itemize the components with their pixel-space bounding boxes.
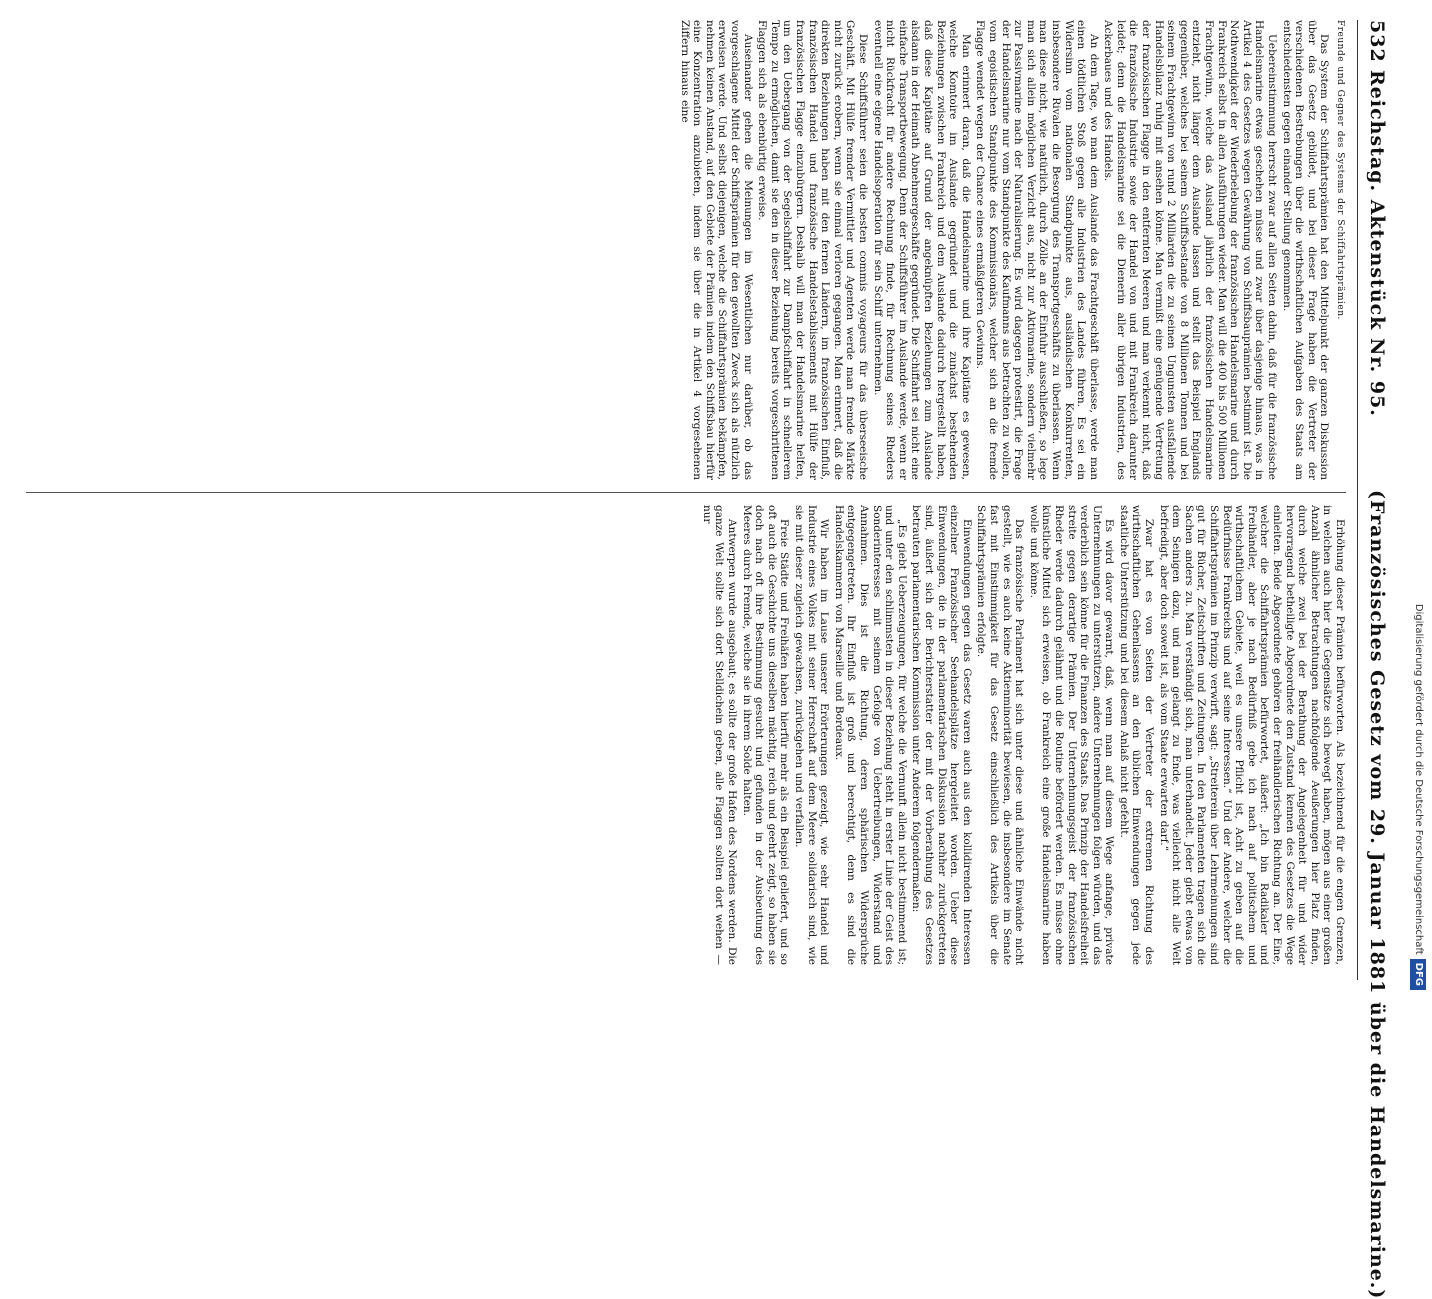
running-head <box>1357 20 1392 1299</box>
paragraph: Erhöhung dieser Prämien befürworten. Als bezeichnend für die engen Grenzen, in welchen auch hier die Gegensätze sich bewegt haben, mögen aus einer großen Anzahl ähnlicher Betrachtungen nachfolgende Aeußerungen hier Platz finden, durch welche zwei bei der Berathung der Angelegenheit für und wider hervorragend betheiligte Abgeordnete den Zustand kennen des Gesetzes die Wege einleiten. Beide Abgeordnete gehören der freihändlerischen Richtung an. Der Eine, welcher die Schiffahrtsprämien befürwortet, äußert: „Ich bin Radikaler und Freihändler, aber je nach Bedürfniß gebe ich nach auf politischem und wirthschaftlichem Gebiete, weil es unsere Pflicht ist, Acht zu geben auf die Bedürfnisse Frankreichs und auf seine Interessen.“ Und der Andere, welcher die Schiffahrtsprämien im Prinzip verwirft, sagt: „Streiterein über Lehrmeinungen sind gut für Bücher, Zeitschriften und Zeitungen. In den Parlamenten tragen sich die Sachen anders zu. Man verständigt sich, man unterhandelt. Jeder giebt etwas von dem Seinigen dazu, und man gelangt zu Ende, was vielleicht nicht alle Welt befriedigt, aber doch soweit ist, als vom Staate erwarten darf.“ <box>1157 505 1346 965</box>
paragraph: Freie Städte und Freihäfen haben hierfür mehr als ein Beispiel geliefert, und so oft auch die Geschichte uns dieselben mächtig, reich und geehrt zeigt, so haben sie doch nach oft ihre Bestimmung gesucht und gefunden in der Ausbeutung des Meeres durch Fremde, welche sie in ihrem Solde halten. <box>740 505 791 965</box>
paragraph: „Es giebt Ueberzeugungen, für welche die Vernunft allein nicht bestimmend ist; und unter den schlimmsten in dieser Beziehung steht in erster Linie der Geist des Sonderinteresses mit seinem Gefolge von Uebertreibungen, Widerstand und Annahmen. Dies ist die Richtung, deren sphärischen Widersprüche entgegengetreten. Ihr Einfluß ist groß und berechtigt, denn es sind die Handelskammern von Marseille und Bordeaux. <box>832 505 908 965</box>
dfg-logo: DFG <box>1410 959 1426 990</box>
paragraph: Diese Schiffsführer seien die besten commis voyageurs für das überseeische Geschäft. Mit Hülfe fremder Vermittler und Agenten werde man fremde Märkte nicht zurück erobern, wenn sie einmal verloren gegangen. Man erinnert, daß die direkten Beziehungen haben mit den fernen Ländern, im französischen Einfluß, französischen Handel und französische Handelsetablissements mit Hülfe der französischen Flagge einzubürgern. Deshalb will man der Handelsmarine helfen, um den Uebergang von der Segelschiffahrt zur Dampfschiffahrt in schnellerem Tempo zu ermöglichen, damit sie den in dieser Beziehung bereits vorgeschrittenen Flaggen sich als ebenbürtig erweise. <box>756 20 870 480</box>
paragraph: Wir haben im Lause unserer Erörterungen gezeigt, wie sehr Handel und Industrie eines Volkes mit seiner Herrschaft auf dem Meere solidarisch sind, wie sie mit dieser zugleich gewachsen, zurückgehen und verfallen. <box>793 505 831 965</box>
column-divider <box>26 492 1346 493</box>
section-heading: Freunde und Gegner des Systems der Schiffahrtsprämien. <box>1335 20 1345 320</box>
header-right-title: (Französisches Gesetz vom 29. Januar 1881 über die Handelsmarine.) <box>1366 490 1388 1299</box>
paragraph: Das System der Schiffahrtsprämien hat den Mittelpunkt der ganzen Diskussion über das Gesetz gebildet, und bei dieser Frage haben die Vertreter der verschiedenen Bestrebungen über die wirthschaftlichen Aufgaben des Staats am entschiedensten gegen einander Stellung genommen. <box>1280 20 1331 480</box>
right-column <box>26 505 1346 965</box>
digitization-credit <box>1410 10 1426 990</box>
paragraph: An dem Tage, wo man dem Auslande das Frachtgeschäft überlasse, werde man einen tödtlichen Stoß gegen alle Industrien des Landes führen. Es sei ein Widersinn vom nationalen Standpunkte aus, ausländischen Konkurrenten, insbesondere Rivalen die Besorgung des Transportgeschäfts zu überlassen. Wenn man diese nicht, wie natürlich, durch Zölle an der Einfuhr ausschließen, so lege man sich allein möglichen Verzicht aus, nicht zur Aktivmarine, sondern vielmehr zur Passivmarine nach der Naturalisierung. Es wird dagegen protestirt, die Frage der Handelsmarine nur vom Standpunkte des Kaufmanns aus betrachten zu wollen, vom egoistischen Standpunkte des Kommissionärs, welcher sich an die fremde Flagge wendet wegen der Chance eines ermäßigteren Gewinns. <box>974 20 1100 480</box>
paragraph: Man erinnert daran, daß die Handelsmarine und ihre Kapitäne es gewesen, welche Komtoire im Auslande gegründet und die zunächst bestehenden Beziehungen zwischen Frankreich und dem Auslande dadurch hergestellt haben, daß diese Kapitäne auf Grund der angeknüpften Beziehungen zum Auslande alsdann in der Heimath Abnehmergeschäfte gegründet. Die Schiffahrt sei nicht eine einfache Transportbewegung. Denn der Schiffsführer im Auslande werde, wenn er nicht Rückfracht für andere Rechnung finde, für Rechnung seines Rheders eventuell eine eigene Handelsoperation für sein Schiff unternehmen. <box>871 20 972 480</box>
paragraph: Uebereinstimmung herrscht zwar auf allen Seiten dahin, daß für die französische Handelsmarine etwas geschehen müsse und zwar über dasjenige hinaus, was in Artikel 4 des Gesetzes wegen Gewährung von Schiffsbauprämien bestimmt ist. Die Nothwendigkeit der Wiederbelebung der französischen Handelsmarine und durch Frankreich selbst in allen Ausführungen wieder. Man will die 400 bis 500 Millionen Frachtgewinn, welche das Ausland jährlich der französischen Handelsmarine entzieht, nicht länger dem Auslande lassen und stellt das Beispiel Englands gegenüber, welches bei seinem Schiffsbestande von 8 Millionen Tonnen und bei seinem Frachtgewinn von rund 2 Milliarden die zu seinen Ungunsten ausfallende Handelsbilanz ruhig mit ansehen könne. Man vermißt eine genügende Vertretung der französischen Flagge in den entfernten Meeren und man verkennt nicht, daß die französische Industrie sowie der Handel von und mit Frankreich darunter leidet; denn die Handelsmarine sei die Dienerin aller übrigen Industrien, des Ackerbaues und des Handels. <box>1102 20 1279 480</box>
paragraph: Einwendungen gegen das Gesetz waren auch aus den kollidirenden Interessen einzelner Französischer Seehandelsplätze hergeleitet worden. Ueber diese Einwendungen, die in der parlamentarischen Diskussion nachher zurückgetreten sind, äußert sich der Berichterstatter der mit der Vorberathung des Gesetzes betrauten parlamentarischen Kommission unter Anderem folgendermaßen: <box>910 505 973 965</box>
paragraph: Zwar hat es von Seiten der Vertreter der extremen Richtung des wirthschaftlichen Gehenlassens an den üblichen Einwendungen gegen jede staatliche Unterstützung und bei diesem Anlaß nicht gefehlt. <box>1117 505 1156 965</box>
header-left-title: Reichstag. Aktenstück Nr. 95. <box>1366 70 1388 417</box>
paragraph: Auseinander gehen die Meinungen im Wesentlichen nur darüber, ob das vorgeschlagene Mittel der Schiffsprämien für den gewollten Zweck sich als nützlich erweisen werde. Und selbst diejenigen, welche die Schiffahrtsprämien bekämpfen, nehmen keinen Anstand, auf den Gebiete der Prämien indem den Schiffsbau hierfür eine Konzentration anzubieten, indem sie über die in Artikel 4 vorgesehenen Ziffern hinaus eine <box>678 20 754 480</box>
page-number: 532 <box>1366 20 1388 63</box>
left-column <box>26 20 1346 480</box>
paragraph: Antwerpen wurde ausgebaut; es sollte der große Hafen des Nordens werden. Die ganze Welt sollte sich dort Stelldichein geben, alle Flaggen sollten dort wehen — nur <box>700 505 739 965</box>
credit-text: Digitalisierung gefördert durch die Deutsche Forschungsgemeinschaft <box>1413 603 1424 955</box>
paragraph: Das französische Parlament hat sich unter diese und ähnliche Einwände nicht gestellt, wie es auch keine Aktienminorität bewiesen, die insbesondere im Senate fast mit Einstimmigkeit für das Gesetz einschließlich des Artikels über die Schiffahrtsprämien erfolgte. <box>975 505 1026 965</box>
paragraph: Es wird davor gewarnt, daß, wenn man auf diesem Wege anfange, private Unternehmungen zu unterstützen, andere Unternehmungen folgen würden, und das verderblich sein könne für die Finanzen des Staats. Das Prinzip der Handelsfreiheit streite gegen derartige Prämien. Der Unternehmungsgeist der französischen Rheder werde dadurch gelähmt und die Routine befördert werden. Es müsse ohne künstliche Mittel sich erweisen, ob Frankreich eine große Handelsmarine haben wolle und könne. <box>1027 505 1116 965</box>
